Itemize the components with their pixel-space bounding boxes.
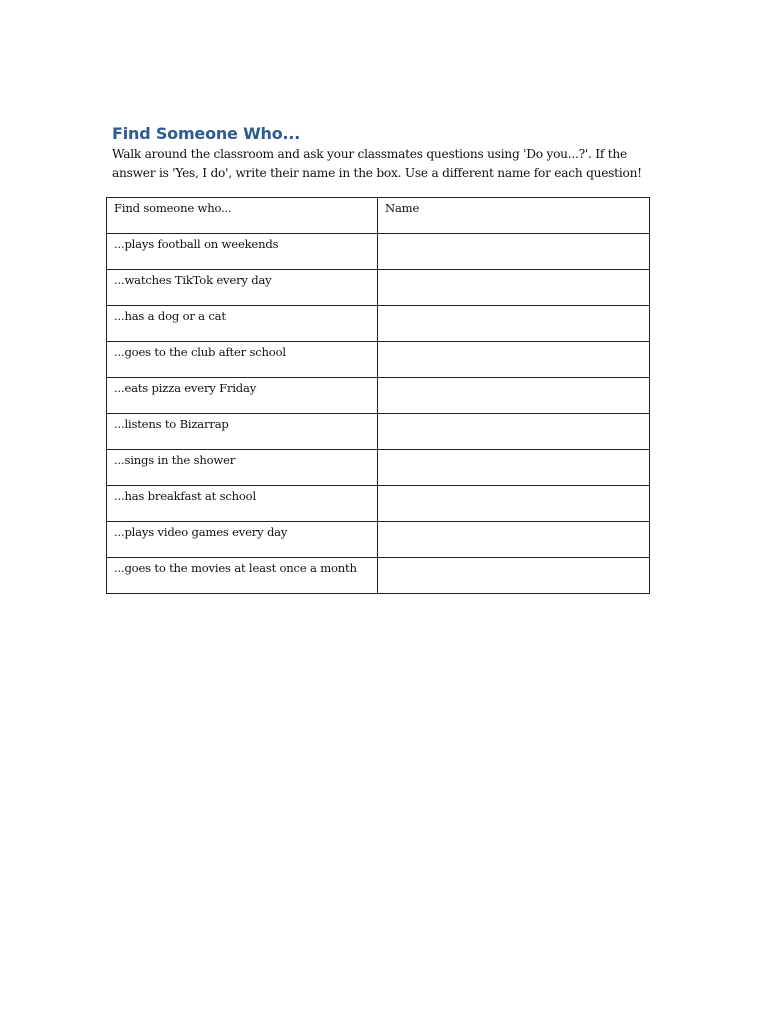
question-cell: ...goes to the movies at least once a month [107,558,378,594]
table-row [107,234,650,270]
question-cell: ...plays video games every day [107,522,378,558]
table-row [107,342,650,378]
name-cell[interactable] [378,486,650,522]
table-row [107,558,650,594]
page-title: Find Someone Who... [112,124,301,143]
question-cell: ...has a dog or a cat [107,306,378,342]
table-row [107,450,650,486]
table-row [107,486,650,522]
table-row [107,306,650,342]
name-cell[interactable] [378,414,650,450]
header-find-someone-who: Find someone who... [107,198,378,234]
question-cell: ...goes to the club after school [107,342,378,378]
question-cell: ...listens to Bizarrap [107,414,378,450]
header-name: Name [378,198,650,234]
name-cell[interactable] [378,522,650,558]
name-cell[interactable] [378,306,650,342]
table-row [107,522,650,558]
question-cell: ...plays football on weekends [107,234,378,270]
find-someone-who-table [106,197,650,594]
question-cell: ...has breakfast at school [107,486,378,522]
table-row [107,270,650,306]
question-cell: ...eats pizza every Friday [107,378,378,414]
table-header-row [107,198,650,234]
table-row [107,414,650,450]
name-cell[interactable] [378,342,650,378]
name-cell[interactable] [378,450,650,486]
table-row [107,378,650,414]
question-cell: ...watches TikTok every day [107,270,378,306]
instructions-text: Walk around the classroom and ask your classmates questions using 'Do you...?'. If the answer is 'Yes, I do', write their name in the box. Use a different name for each question! [112,147,642,180]
name-cell[interactable] [378,270,650,306]
name-cell[interactable] [378,378,650,414]
name-cell[interactable] [378,558,650,594]
question-cell: ...sings in the shower [107,450,378,486]
name-cell[interactable] [378,234,650,270]
